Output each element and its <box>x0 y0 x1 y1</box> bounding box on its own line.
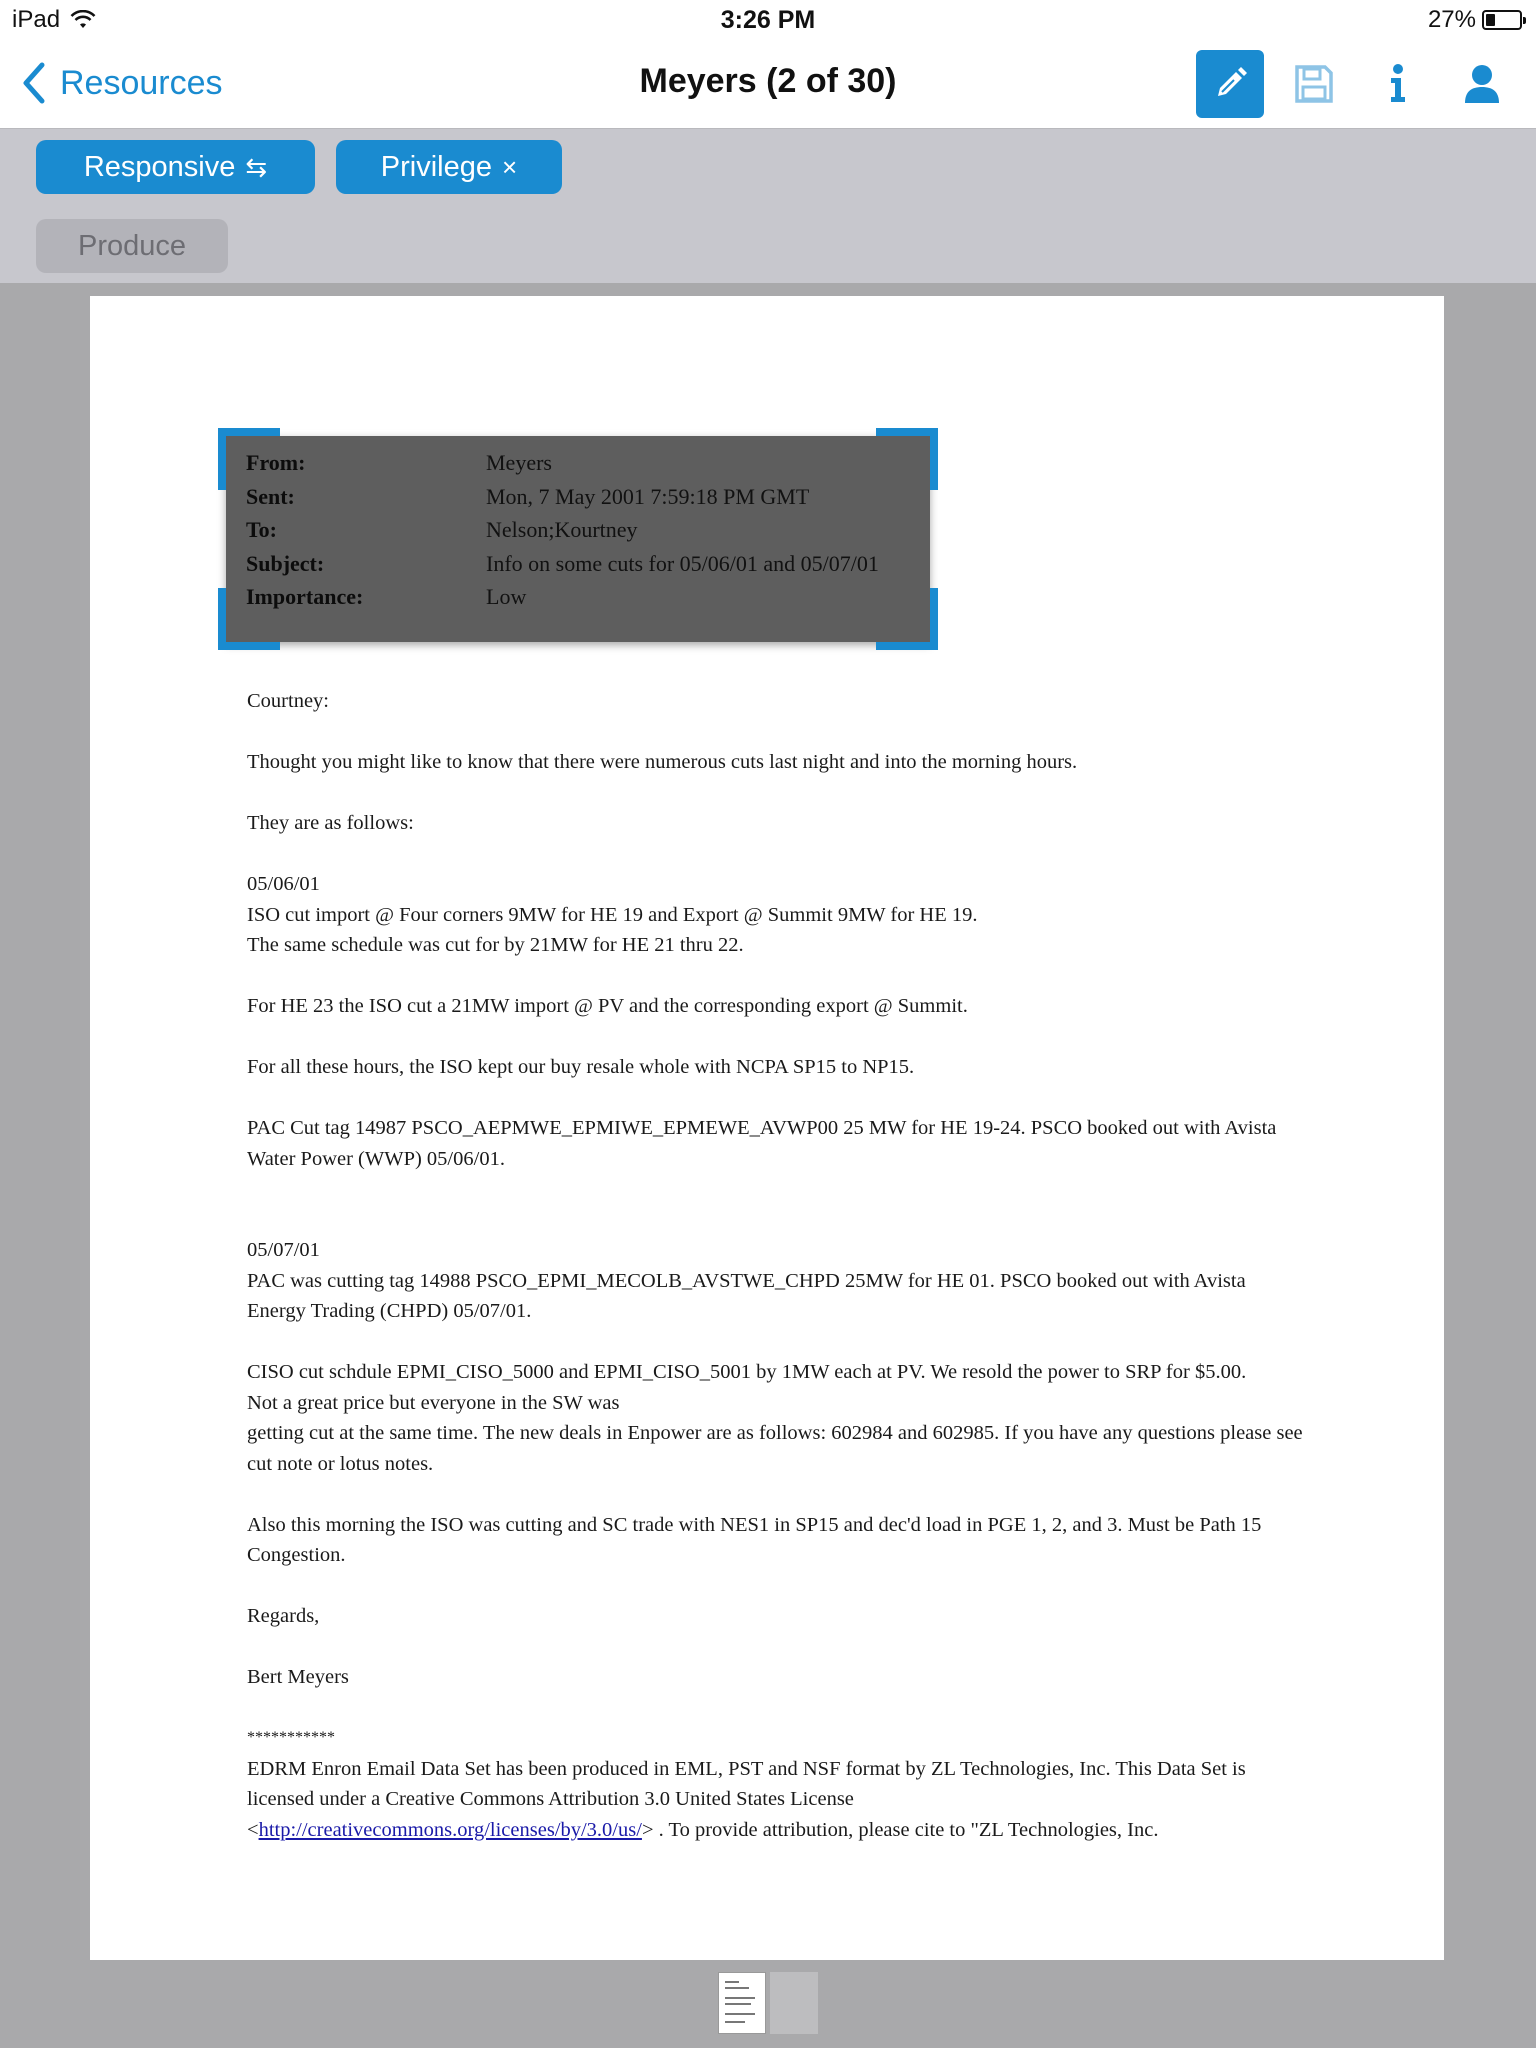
info-icon <box>1386 63 1410 105</box>
save-icon <box>1293 63 1335 105</box>
remove-icon: × <box>502 151 518 182</box>
thumbnail-line <box>725 2021 745 2023</box>
email-body <box>247 686 1307 1845</box>
paragraph: PAC Cut tag 14987 PSCO_AEPMWE_EPMIWE_EPMEWE_AVWP00 25 MW for HE 19-24. PSCO booked out with Avista Water Power (WWP) 05/06/01. <box>247 1117 1277 1170</box>
paragraph: Also this morning the ISO was cutting and SC trade with NES1 in SP15 and dec'd load in PGE 1, 2, and 3. Must be Path 15 Congestion. <box>247 1513 1262 1566</box>
save-button[interactable] <box>1280 50 1348 118</box>
back-button-label: Resources <box>60 63 223 102</box>
header-value: Nelson;Kourtney <box>486 517 638 542</box>
navigation-bar <box>0 40 1536 129</box>
header-value: Meyers <box>486 450 552 475</box>
device-name: iPad <box>12 6 61 33</box>
thumbnail-line <box>725 1987 749 1989</box>
selection-handle-bottom-right[interactable] <box>876 588 938 650</box>
edit-button[interactable] <box>1196 50 1264 118</box>
battery-percent: 27% <box>1427 6 1476 33</box>
header-label: Importance: <box>246 584 364 609</box>
thumbnail-page-1[interactable] <box>718 1972 766 2034</box>
selection-handle-top-right[interactable] <box>876 428 938 490</box>
tag-produce[interactable] <box>36 219 228 273</box>
document-title: Meyers (2 of 30) <box>639 62 897 100</box>
paragraph: For all these hours, the ISO kept our buy resale whole with NCPA SP15 to NP15. <box>247 1056 915 1078</box>
thumbnail-page-2[interactable] <box>770 1972 818 2034</box>
signature: Bert Meyers <box>247 1666 349 1688</box>
footer-text <box>247 1754 1307 1846</box>
edit-icon <box>1210 64 1250 104</box>
paragraph: ISO cut import @ Four corners 9MW for HE 19 and Export @ Summit 9MW for HE 19. <box>247 903 978 926</box>
header-value: Info on some cuts for 05/06/01 and 05/07/01 <box>486 551 879 576</box>
paragraph: Thought you might like to know that there were numerous cuts last night and into the morning hours. <box>247 751 1078 773</box>
status-bar <box>0 0 1536 40</box>
date-heading: 05/07/01 <box>247 1239 320 1261</box>
battery-fill <box>1486 14 1495 26</box>
tag-privilege[interactable] <box>336 140 562 194</box>
paragraph: getting cut at the same time. The new deals in Enpower are as follows: 602984 and 602985. If you have any questions please see cut note or lotus notes. <box>247 1422 1303 1475</box>
paragraph: For HE 23 the ISO cut a 21MW import @ PV and the corresponding export @ Summit. <box>247 995 968 1017</box>
status-bar-right <box>1428 6 1522 34</box>
footer-lt: < <box>247 1818 259 1841</box>
footer-text-a: EDRM Enron Email Data Set has been produced in EML, PST and NSF format by ZL Technologies, Inc. This Data Set is licensed under a Creative Commons Attribution 3.0 United States License <box>247 1757 1246 1810</box>
nav-actions <box>1196 50 1516 118</box>
header-label: Sent: <box>246 484 295 509</box>
info-button[interactable] <box>1364 50 1432 118</box>
tag-bar <box>0 129 1536 283</box>
closing: Regards, <box>247 1605 320 1627</box>
battery-icon <box>1482 10 1522 30</box>
license-link[interactable]: http://creativecommons.org/licenses/by/3.0/us/ <box>258 1818 642 1841</box>
date-heading: 05/06/01 <box>247 873 320 895</box>
header-label: From: <box>246 450 306 475</box>
header-label: To: <box>246 517 277 542</box>
page-thumbnails <box>718 1972 818 2034</box>
user-icon <box>1462 63 1502 105</box>
paragraph: CISO cut schdule EPMI_CISO_5000 and EPMI_CISO_5001 by 1MW each at PV. We resold the power to SRP for $5.00. Not a great price but everyone in the SW was <box>247 1361 1247 1414</box>
footer-text-b: > . To provide attribution, please cite to "ZL Technologies, Inc. <box>641 1818 1159 1841</box>
paragraph: PAC was cutting tag 14988 PSCO_EPMI_MECOLB_AVSTWE_CHPD 25MW for HE 01. PSCO booked out with Avista Energy Trading (CHPD) 05/07/01. <box>247 1269 1246 1322</box>
email-header-selection[interactable] <box>226 436 930 642</box>
thumbnail-line <box>725 1981 739 1983</box>
thumbnail-line <box>725 2003 751 2005</box>
thumbnail-line <box>725 2013 755 2015</box>
paragraph: The same schedule was cut for by 21MW for HE 21 thru 22. <box>247 934 744 956</box>
user-button[interactable] <box>1448 50 1516 118</box>
document-page[interactable] <box>90 296 1444 1960</box>
paragraph: They are as follows: <box>247 812 414 834</box>
thumbnail-line <box>725 1997 755 1999</box>
tag-responsive[interactable] <box>36 140 315 194</box>
swap-icon: ⇆ <box>245 151 268 182</box>
tag-responsive-label: Responsive <box>83 150 236 183</box>
separator: *********** <box>247 1729 335 1746</box>
greeting: Courtney: <box>247 690 329 712</box>
tag-privilege-label: Privilege <box>380 150 493 183</box>
header-value: Mon, 7 May 2001 7:59:18 PM GMT <box>486 484 810 509</box>
clock: 3:26 PM <box>720 6 816 34</box>
tag-produce-label: Produce <box>77 229 186 262</box>
header-value: Low <box>486 584 527 609</box>
header-label: Subject: <box>246 551 325 576</box>
